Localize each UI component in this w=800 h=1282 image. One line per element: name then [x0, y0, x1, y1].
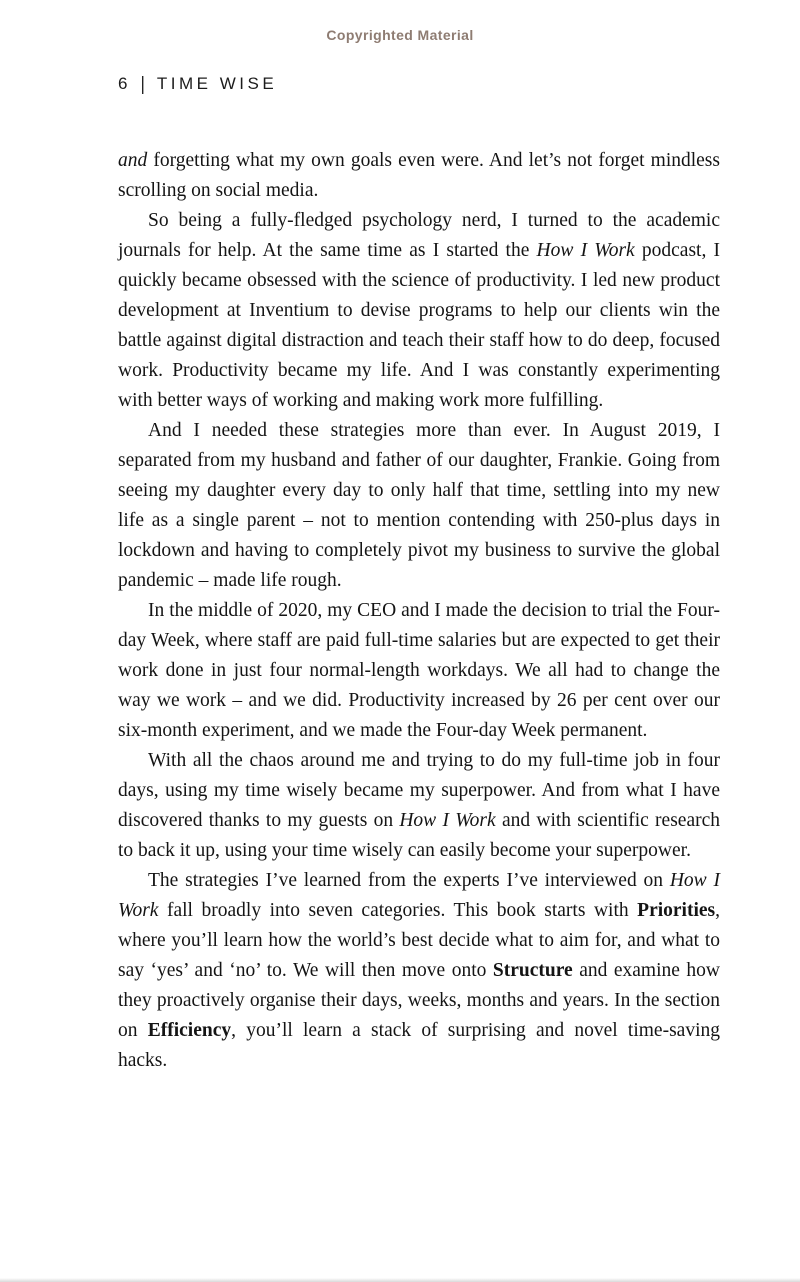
- text-segment: So being a fully-fledged psychology nerd, I turned to the academic journals for help. At the same time as I started the: [118, 210, 720, 261]
- text-segment: fall broadly into seven categories. This book starts with: [158, 900, 638, 921]
- header-separator: |: [140, 72, 145, 95]
- text-segment: and examine how they proactively organise their days, weeks, months and years. In the section on: [118, 960, 720, 1041]
- text-segment: Structure: [492, 960, 573, 981]
- paragraph: [118, 416, 720, 596]
- text-segment: and with scientific research to back it up, using your time wisely can easily become your superpower.: [118, 810, 720, 861]
- text-segment: In the middle of 2020, my CEO and I made the decision to trial the Four-day Week, where staff are paid full-time salaries but are expected to get their work done in just four normal-length workdays. We all had to change the way we work – and we did. Productivity increased by 26 per cent over our six-month experiment, and we made the Four-day Week permanent.: [118, 600, 720, 741]
- text-segment: , you’ll learn a stack of surprising and novel time-saving hacks.: [118, 1020, 720, 1071]
- paragraph: [118, 146, 720, 206]
- text-segment: How I Work: [399, 810, 496, 831]
- text-segment: The strategies I’ve learned from the experts I’ve interviewed on: [148, 870, 670, 891]
- paragraph: [118, 746, 720, 866]
- paragraph: [118, 206, 720, 416]
- text-segment: and: [118, 150, 148, 171]
- text-segment: podcast, I quickly became obsessed with the science of productivity. I led new product development at Inventium to devise programs to help our clients win the battle against digital distraction and teach their staff how to do deep, focused work. Productivity became my life. And I was constantly experimenting with better ways of working and making work more fulfilling.: [118, 240, 721, 411]
- text-segment: With all the chaos around me and trying to do my full-time job in four days, using my time wisely became my superpower. And from what I have discovered thanks to my guests on: [118, 750, 720, 831]
- text-segment: How I Work: [118, 870, 720, 921]
- book-title: TIME WISE: [156, 74, 278, 93]
- paragraph: [118, 866, 720, 1076]
- text-segment: forgetting what my own goals even were. And let’s not forget mindless scrolling on social media.: [118, 150, 720, 201]
- body-text: [118, 146, 720, 1076]
- text-segment: , where you’ll learn how the world’s best decide what to aim for, and what to say ‘yes’ and ‘no’ to. We will then move onto: [118, 900, 720, 981]
- page-edge: [0, 1278, 800, 1282]
- text-segment: Priorities: [637, 900, 716, 921]
- text-segment: And I needed these strategies more than ever. In August 2019, I separated from my husband and father of our daughter, Frankie. Going from seeing my daughter every day to only half that time, settling into my new life as a single parent – not to mention contending with 250-plus days in lockdown and having to completely pivot my business to survive the global pandemic – made life rough.: [118, 420, 720, 591]
- paragraph: [118, 596, 720, 746]
- text-segment: How I Work: [536, 240, 635, 261]
- copyright-notice-top: Copyrighted Material: [326, 27, 474, 43]
- page-header: [118, 74, 277, 94]
- text-segment: Efficiency: [147, 1020, 232, 1041]
- page-number: 6: [118, 74, 129, 93]
